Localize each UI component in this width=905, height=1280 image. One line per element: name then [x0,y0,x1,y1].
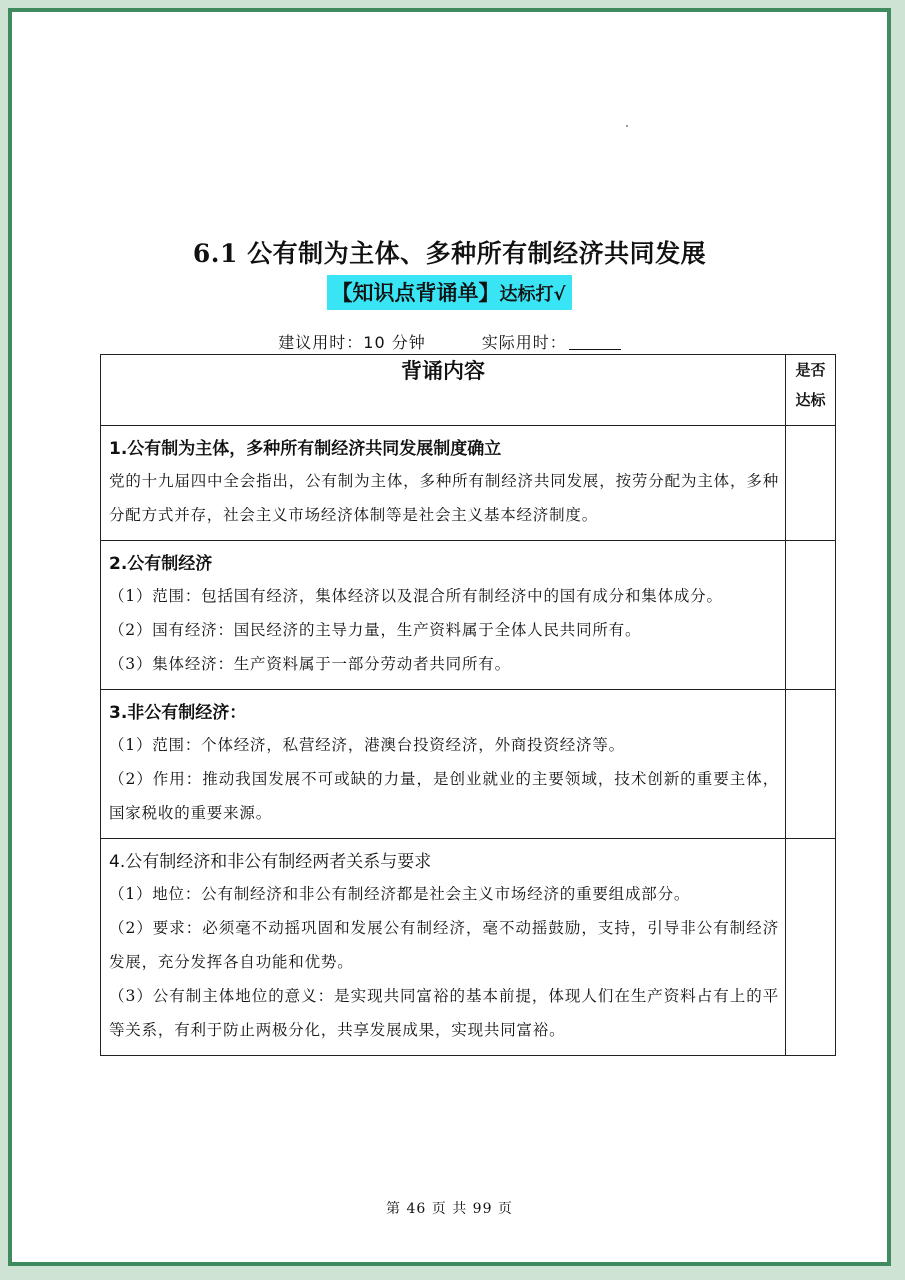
section-3 [101,690,786,839]
subtitle-banner [327,275,571,310]
timing-line [12,330,887,353]
actual-time-label: 实际用时： [481,333,567,352]
check-cell[interactable] [786,690,836,839]
subtitle-tail: 达标打√ [499,284,566,305]
header-content: 背诵内容 [101,355,786,426]
speck [626,125,628,127]
section-paragraph: （3）公有制主体地位的意义：是实现共同富裕的基本前提，体现人们在生产资料占有上的平等关系，有利于防止两极分化，共享发展成果，实现共同富裕。 [109,987,779,1039]
check-cell[interactable] [786,839,836,1056]
section-paragraph: （2）要求：必须毫不动摇巩固和发展公有制经济，毫不动摇鼓励，支持，引导非公有制经济发展，充分发挥各自功能和优势。 [109,919,779,971]
header-check-line2: 达标 [795,391,826,409]
actual-time-blank[interactable] [569,335,621,350]
section-2 [101,541,786,690]
recitation-table [100,354,836,1056]
section-title: 1.公有制为主体，多种所有制经济共同发展制度确立 [109,439,502,459]
section-4 [101,839,786,1056]
table-row [101,839,836,1056]
subtitle-main: 【知识点背诵单】 [331,281,500,305]
suggested-time: 建议用时：10 分钟 [278,333,426,352]
page-title: 6.1 公有制为主体、多种所有制经济共同发展 [192,239,707,268]
section-title: 3.非公有制经济： [109,703,247,723]
header-check-line1: 是否 [795,361,826,379]
section-paragraph: （2）作用：推动我国发展不可或缺的力量，是创业就业的主要领域，技术创新的重要主体，国家税收的重要来源。 [109,770,779,822]
header-check [786,355,836,426]
section-1 [101,426,786,541]
section-title: 4.公有制经济和非公有制经两者关系与要求 [109,852,432,872]
section-title: 2.公有制经济 [109,554,213,574]
check-cell[interactable] [786,541,836,690]
section-paragraph: （3）集体经济：生产资料属于一部分劳动者共同所有。 [109,655,511,673]
section-paragraph: （1）范围：个体经济，私营经济，港澳台投资经济，外商投资经济等。 [109,736,625,754]
table-row [101,426,836,541]
section-paragraph: （1）地位：公有制经济和非公有制经济都是社会主义市场经济的重要组成部分。 [109,885,691,903]
table-row [101,541,836,690]
check-cell[interactable] [786,426,836,541]
page-footer: 第 46 页 共 99 页 [386,1201,513,1217]
section-paragraph: 党的十九届四中全会指出，公有制为主体，多种所有制经济共同发展，按劳分配为主体，多种分配方式并存，社会主义市场经济体制等是社会主义基本经济制度。 [109,472,779,524]
table-row [101,690,836,839]
page-frame [8,8,891,1266]
section-paragraph: （1）范围：包括国有经济，集体经济以及混合所有制经济中的国有成分和集体成分。 [109,587,723,605]
section-paragraph: （2）国有经济：国民经济的主导力量，生产资料属于全体人民共同所有。 [109,621,642,639]
table-header-row [101,355,836,426]
